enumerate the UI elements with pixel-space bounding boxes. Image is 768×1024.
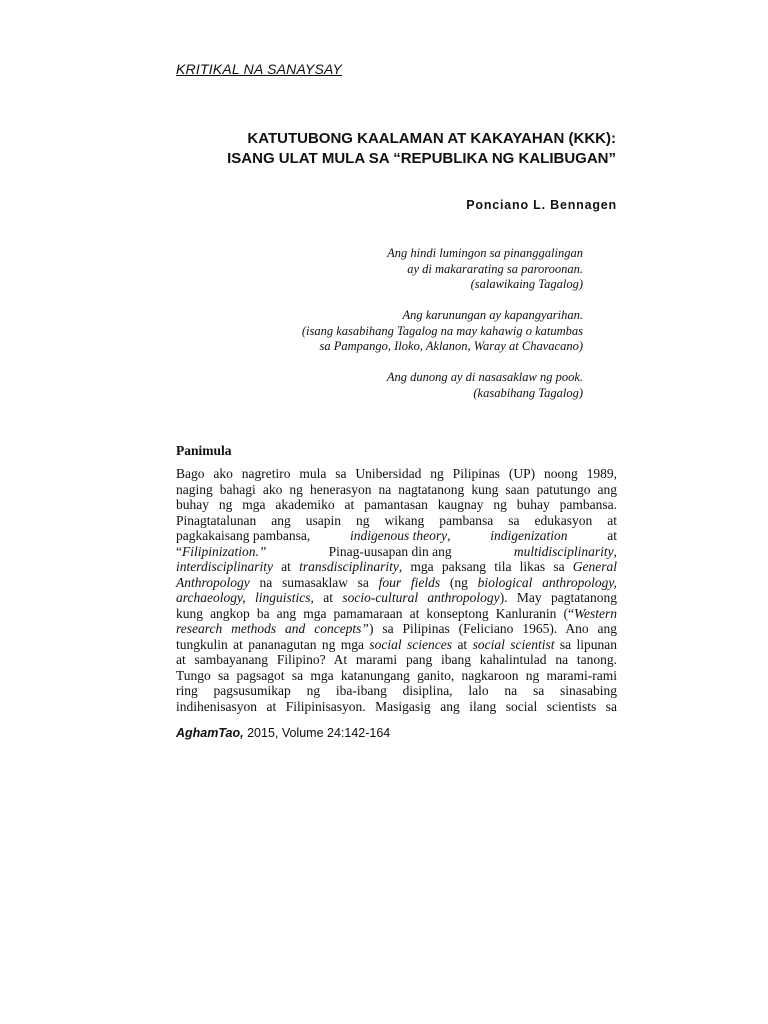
text-run-italic: General — [572, 559, 617, 574]
text-run-italic: Anthropology — [176, 574, 250, 590]
body-line — [176, 606, 617, 622]
text-run: at — [273, 559, 300, 574]
text-run-italic: social sciences — [369, 636, 453, 652]
text-run: at — [452, 636, 473, 652]
body-line — [176, 575, 617, 591]
text-run: sa lipunan — [554, 636, 617, 652]
title-line-2: ISANG ULAT MULA SA “REPUBLIKA NG KALIBUGAN” — [227, 150, 616, 167]
text-run-italic: social scientist — [472, 636, 555, 652]
text-run: , mga paksang tila likas sa — [398, 559, 573, 574]
text-run: tungkulin at pananagutan ng mga — [176, 636, 370, 652]
text-run: kung angkop ba ang mga pamamaraan at konseptong Kanluranin (“ — [176, 605, 574, 621]
body-line — [176, 528, 617, 544]
epigraph-line: Ang karunungan ay kapangyarihan. — [402, 308, 583, 322]
text-run-italic: biological anthropology, — [477, 574, 617, 590]
epigraph-line: Ang hindi lumingon sa pinanggalingan — [387, 246, 583, 260]
text-run: , at — [310, 590, 343, 605]
body-line: buhay ng mga akademiko at pamantasan kaugnay ng buhay pambansa. — [176, 497, 617, 512]
body-line: Tungo sa pagsagot sa mga katanungang ganito, nagkaroon ng marami-rami — [176, 667, 617, 683]
author-name: Ponciano L. Bennagen — [466, 198, 617, 212]
epigraph-3 — [176, 370, 583, 401]
text-run-italic: four fields — [378, 574, 441, 590]
body-line: ring pagsusumikap ng iba-ibang disiplina, lalo na sa sinasabing — [176, 683, 617, 698]
body-line: Bago ako nagretiro mula sa Unibersidad ng Pilipinas (UP) noong 1989, — [176, 466, 617, 481]
epigraph-1 — [176, 246, 583, 293]
text-run — [514, 544, 617, 560]
text-run-italic: Filipinization.” — [182, 543, 267, 559]
body-line: naging bahagi ako ng henerasyon na nagtatanong kung saan patutungo ang — [176, 481, 617, 497]
text-run — [176, 544, 266, 560]
text-run-italic: research methods and concepts” — [176, 621, 369, 636]
text-run-italic: Western — [574, 605, 617, 621]
epigraph-line: Ang dunong ay di nasasaklaw ng pook. — [386, 370, 583, 384]
body-line — [176, 637, 617, 653]
text-run: ). May pagtatanong — [499, 590, 617, 605]
text-run — [350, 528, 451, 544]
text-run: ) sa Pilipinas (Feliciano 1965). Ano ang — [368, 621, 617, 636]
body-line — [176, 544, 617, 560]
text-run-italic: archaeology, linguistics — [176, 590, 311, 605]
section-label: KRITIKAL NA SANAYSAY — [176, 61, 343, 77]
text-run-italic: multidisciplinarity — [513, 543, 614, 559]
text-run: “ — [176, 543, 182, 559]
journal-volume: 2015, Volume 24:142-164 — [243, 726, 391, 740]
epigraph-2 — [176, 308, 583, 355]
epigraph-source: sa Pampango, Iloko, Aklanon, Waray at Chavacano) — [319, 339, 583, 353]
text-run: , — [447, 528, 451, 543]
text-run-italic: interdisciplinarity — [176, 559, 273, 574]
body-paragraph — [176, 466, 617, 714]
body-line — [176, 590, 617, 606]
text-run-italic: indigenous theory — [349, 528, 448, 543]
journal-citation — [176, 726, 390, 740]
text-run: Pinag-uusapan din ang — [328, 543, 452, 559]
text-run: pagkakaisang pambansa, — [176, 528, 311, 543]
text-run: at — [607, 528, 617, 543]
body-line — [176, 621, 617, 637]
text-run-italic: indigenization — [490, 528, 568, 543]
epigraph-source: (isang kasabihang Tagalog na may kahawig o katumbas — [301, 323, 583, 338]
article-title — [176, 129, 616, 169]
epigraph-source: (salawikaing Tagalog) — [470, 277, 583, 291]
text-run-italic: socio-cultural anthropology — [342, 590, 500, 605]
text-run-italic: transdisciplinarity — [299, 559, 399, 574]
text-run: , — [613, 543, 617, 559]
text-run: na sumasaklaw sa — [249, 574, 379, 590]
body-line: at sambayanang Filipino? At marami pang ibang kahalintulad na tanong. — [176, 652, 617, 667]
body-line: Pinagtatalunan ang usapin ng wikang pambansa sa edukasyon at — [176, 512, 617, 528]
epigraph-source: (kasabihang Tagalog) — [473, 385, 583, 400]
epigraph-line: ay di makararating sa paroroonan. — [407, 261, 583, 276]
title-line-1: KATUTUBONG KAALAMAN AT KAKAYAHAN (KKK): — [247, 130, 616, 147]
journal-name: AghamTao, — [176, 726, 244, 740]
body-line — [176, 559, 617, 575]
text-run: (ng — [440, 574, 478, 590]
section-heading: Panimula — [176, 443, 232, 458]
body-line: indihenisasyon at Filipinisasyon. Masigasig ang ilang social scientists sa — [176, 698, 617, 714]
epigraphs — [176, 246, 583, 417]
